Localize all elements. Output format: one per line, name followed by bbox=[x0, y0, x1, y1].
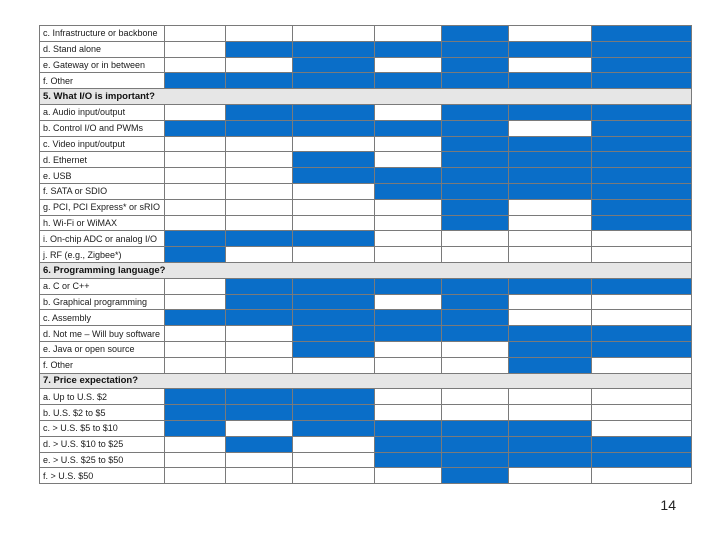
row-label: b. Graphical programming bbox=[40, 294, 165, 310]
filled-cell bbox=[509, 341, 592, 357]
filled-cell bbox=[509, 420, 592, 436]
filled-cell bbox=[592, 215, 692, 231]
table-row bbox=[40, 420, 692, 436]
filled-cell bbox=[592, 183, 692, 199]
row-label: d. Not me – Will buy software bbox=[40, 326, 165, 342]
filled-cell bbox=[442, 152, 509, 168]
empty-cell bbox=[375, 215, 442, 231]
empty-cell bbox=[226, 247, 293, 263]
table-row bbox=[40, 278, 692, 294]
empty-cell bbox=[509, 405, 592, 421]
row-label: a. Up to U.S. $2 bbox=[40, 389, 165, 405]
empty-cell bbox=[442, 341, 509, 357]
empty-cell bbox=[375, 136, 442, 152]
table-row bbox=[40, 247, 692, 263]
filled-cell bbox=[442, 168, 509, 184]
filled-cell bbox=[592, 73, 692, 89]
filled-cell bbox=[442, 310, 509, 326]
filled-cell bbox=[293, 168, 375, 184]
filled-cell bbox=[165, 405, 226, 421]
empty-cell bbox=[442, 405, 509, 421]
filled-cell bbox=[226, 73, 293, 89]
table-row bbox=[40, 310, 692, 326]
empty-cell bbox=[165, 104, 226, 120]
empty-cell bbox=[375, 199, 442, 215]
empty-cell bbox=[592, 420, 692, 436]
filled-cell bbox=[226, 120, 293, 136]
empty-cell bbox=[293, 136, 375, 152]
filled-cell bbox=[375, 436, 442, 452]
filled-cell bbox=[509, 326, 592, 342]
row-label: b. Control I/O and PWMs bbox=[40, 120, 165, 136]
empty-cell bbox=[375, 341, 442, 357]
empty-cell bbox=[165, 468, 226, 484]
empty-cell bbox=[165, 357, 226, 373]
table-row bbox=[40, 389, 692, 405]
empty-cell bbox=[375, 26, 442, 42]
empty-cell bbox=[165, 278, 226, 294]
empty-cell bbox=[165, 452, 226, 468]
empty-cell bbox=[165, 436, 226, 452]
empty-cell bbox=[509, 468, 592, 484]
empty-cell bbox=[293, 247, 375, 263]
filled-cell bbox=[442, 436, 509, 452]
table-row bbox=[40, 294, 692, 310]
filled-cell bbox=[592, 120, 692, 136]
empty-cell bbox=[165, 26, 226, 42]
empty-cell bbox=[293, 436, 375, 452]
filled-cell bbox=[442, 326, 509, 342]
filled-cell bbox=[293, 57, 375, 73]
filled-cell bbox=[509, 136, 592, 152]
table-row bbox=[40, 152, 692, 168]
empty-cell bbox=[165, 341, 226, 357]
filled-cell bbox=[293, 389, 375, 405]
row-label: h. Wi-Fi or WiMAX bbox=[40, 215, 165, 231]
table-row bbox=[40, 120, 692, 136]
filled-cell bbox=[442, 420, 509, 436]
empty-cell bbox=[442, 357, 509, 373]
filled-cell bbox=[509, 168, 592, 184]
filled-cell bbox=[442, 57, 509, 73]
table-row bbox=[40, 452, 692, 468]
filled-cell bbox=[442, 199, 509, 215]
feature-matrix-body bbox=[40, 26, 692, 484]
empty-cell bbox=[293, 215, 375, 231]
empty-cell bbox=[226, 452, 293, 468]
empty-cell bbox=[592, 468, 692, 484]
row-label: f. > U.S. $50 bbox=[40, 468, 165, 484]
table-row bbox=[40, 405, 692, 421]
filled-cell bbox=[293, 405, 375, 421]
empty-cell bbox=[165, 136, 226, 152]
filled-cell bbox=[293, 73, 375, 89]
table-row bbox=[40, 41, 692, 57]
filled-cell bbox=[165, 389, 226, 405]
filled-cell bbox=[442, 452, 509, 468]
empty-cell bbox=[375, 389, 442, 405]
row-label: a. C or C++ bbox=[40, 278, 165, 294]
row-label: e. > U.S. $25 to $50 bbox=[40, 452, 165, 468]
empty-cell bbox=[442, 389, 509, 405]
filled-cell bbox=[509, 41, 592, 57]
filled-cell bbox=[226, 278, 293, 294]
filled-cell bbox=[592, 326, 692, 342]
filled-cell bbox=[375, 41, 442, 57]
table-row bbox=[40, 357, 692, 373]
filled-cell bbox=[509, 183, 592, 199]
table-row bbox=[40, 168, 692, 184]
filled-cell bbox=[293, 278, 375, 294]
table-row bbox=[40, 341, 692, 357]
filled-cell bbox=[592, 278, 692, 294]
filled-cell bbox=[592, 152, 692, 168]
filled-cell bbox=[375, 452, 442, 468]
filled-cell bbox=[592, 199, 692, 215]
empty-cell bbox=[592, 405, 692, 421]
empty-cell bbox=[509, 215, 592, 231]
filled-cell bbox=[226, 41, 293, 57]
empty-cell bbox=[226, 420, 293, 436]
filled-cell bbox=[592, 136, 692, 152]
row-label: e. Java or open source bbox=[40, 341, 165, 357]
filled-cell bbox=[509, 452, 592, 468]
filled-cell bbox=[165, 310, 226, 326]
empty-cell bbox=[509, 310, 592, 326]
section-header-row bbox=[40, 262, 692, 278]
filled-cell bbox=[592, 26, 692, 42]
table-row bbox=[40, 215, 692, 231]
empty-cell bbox=[592, 357, 692, 373]
empty-cell bbox=[165, 41, 226, 57]
row-label: i. On-chip ADC or analog I/O bbox=[40, 231, 165, 247]
filled-cell bbox=[226, 389, 293, 405]
filled-cell bbox=[592, 57, 692, 73]
table-row bbox=[40, 199, 692, 215]
empty-cell bbox=[226, 152, 293, 168]
filled-cell bbox=[226, 310, 293, 326]
empty-cell bbox=[509, 294, 592, 310]
filled-cell bbox=[592, 41, 692, 57]
empty-cell bbox=[165, 215, 226, 231]
filled-cell bbox=[165, 231, 226, 247]
table-row bbox=[40, 326, 692, 342]
row-label: c. Video input/output bbox=[40, 136, 165, 152]
filled-cell bbox=[226, 104, 293, 120]
row-label: b. U.S. $2 to $5 bbox=[40, 405, 165, 421]
filled-cell bbox=[165, 73, 226, 89]
empty-cell bbox=[226, 326, 293, 342]
empty-cell bbox=[442, 247, 509, 263]
row-label: e. Gateway or in between bbox=[40, 57, 165, 73]
empty-cell bbox=[226, 136, 293, 152]
filled-cell bbox=[293, 41, 375, 57]
filled-cell bbox=[375, 73, 442, 89]
filled-cell bbox=[226, 405, 293, 421]
filled-cell bbox=[375, 278, 442, 294]
empty-cell bbox=[226, 215, 293, 231]
table-row bbox=[40, 104, 692, 120]
filled-cell bbox=[442, 136, 509, 152]
empty-cell bbox=[442, 231, 509, 247]
row-label: j. RF (e.g., Zigbee*) bbox=[40, 247, 165, 263]
row-label: d. > U.S. $10 to $25 bbox=[40, 436, 165, 452]
filled-cell bbox=[592, 341, 692, 357]
filled-cell bbox=[442, 468, 509, 484]
row-label: d. Stand alone bbox=[40, 41, 165, 57]
empty-cell bbox=[375, 57, 442, 73]
row-label: f. Other bbox=[40, 357, 165, 373]
empty-cell bbox=[165, 168, 226, 184]
empty-cell bbox=[293, 199, 375, 215]
filled-cell bbox=[592, 452, 692, 468]
table-row bbox=[40, 73, 692, 89]
empty-cell bbox=[375, 357, 442, 373]
filled-cell bbox=[375, 120, 442, 136]
filled-cell bbox=[509, 278, 592, 294]
empty-cell bbox=[226, 168, 293, 184]
empty-cell bbox=[165, 152, 226, 168]
empty-cell bbox=[226, 183, 293, 199]
empty-cell bbox=[226, 341, 293, 357]
section-header: 7. Price expectation? bbox=[40, 373, 692, 389]
empty-cell bbox=[165, 183, 226, 199]
row-label: f. Other bbox=[40, 73, 165, 89]
filled-cell bbox=[293, 326, 375, 342]
filled-cell bbox=[442, 26, 509, 42]
filled-cell bbox=[509, 357, 592, 373]
filled-cell bbox=[293, 420, 375, 436]
filled-cell bbox=[442, 278, 509, 294]
empty-cell bbox=[509, 231, 592, 247]
section-header: 6. Programming language? bbox=[40, 262, 692, 278]
filled-cell bbox=[442, 41, 509, 57]
row-label: f. SATA or SDIO bbox=[40, 183, 165, 199]
table-row bbox=[40, 231, 692, 247]
empty-cell bbox=[509, 120, 592, 136]
filled-cell bbox=[375, 168, 442, 184]
empty-cell bbox=[293, 468, 375, 484]
empty-cell bbox=[293, 183, 375, 199]
filled-cell bbox=[375, 420, 442, 436]
table-row bbox=[40, 183, 692, 199]
filled-cell bbox=[375, 326, 442, 342]
empty-cell bbox=[592, 294, 692, 310]
filled-cell bbox=[293, 294, 375, 310]
filled-cell bbox=[442, 120, 509, 136]
empty-cell bbox=[509, 26, 592, 42]
filled-cell bbox=[226, 436, 293, 452]
empty-cell bbox=[375, 231, 442, 247]
page-number: 14 bbox=[660, 497, 676, 513]
empty-cell bbox=[165, 199, 226, 215]
section-header-row bbox=[40, 373, 692, 389]
empty-cell bbox=[592, 247, 692, 263]
filled-cell bbox=[509, 104, 592, 120]
filled-cell bbox=[293, 341, 375, 357]
table-row bbox=[40, 436, 692, 452]
filled-cell bbox=[293, 310, 375, 326]
filled-cell bbox=[509, 73, 592, 89]
empty-cell bbox=[293, 357, 375, 373]
section-header: 5. What I/O is important? bbox=[40, 89, 692, 105]
filled-cell bbox=[226, 231, 293, 247]
filled-cell bbox=[165, 420, 226, 436]
filled-cell bbox=[375, 183, 442, 199]
table-row bbox=[40, 468, 692, 484]
empty-cell bbox=[165, 57, 226, 73]
empty-cell bbox=[165, 326, 226, 342]
empty-cell bbox=[375, 294, 442, 310]
filled-cell bbox=[293, 231, 375, 247]
filled-cell bbox=[293, 120, 375, 136]
empty-cell bbox=[375, 247, 442, 263]
table-row bbox=[40, 57, 692, 73]
empty-cell bbox=[509, 57, 592, 73]
row-label: c. Assembly bbox=[40, 310, 165, 326]
filled-cell bbox=[592, 104, 692, 120]
filled-cell bbox=[293, 104, 375, 120]
empty-cell bbox=[592, 310, 692, 326]
empty-cell bbox=[592, 231, 692, 247]
empty-cell bbox=[509, 247, 592, 263]
section-header-row bbox=[40, 89, 692, 105]
table-row bbox=[40, 26, 692, 42]
feature-matrix-table bbox=[39, 25, 692, 484]
empty-cell bbox=[375, 152, 442, 168]
filled-cell bbox=[442, 294, 509, 310]
empty-cell bbox=[293, 26, 375, 42]
row-label: c. Infrastructure or backbone bbox=[40, 26, 165, 42]
filled-cell bbox=[509, 436, 592, 452]
filled-cell bbox=[442, 183, 509, 199]
empty-cell bbox=[375, 468, 442, 484]
filled-cell bbox=[375, 310, 442, 326]
empty-cell bbox=[375, 104, 442, 120]
empty-cell bbox=[165, 294, 226, 310]
filled-cell bbox=[592, 168, 692, 184]
row-label: g. PCI, PCI Express* or sRIO bbox=[40, 199, 165, 215]
row-label: a. Audio input/output bbox=[40, 104, 165, 120]
filled-cell bbox=[509, 152, 592, 168]
empty-cell bbox=[226, 468, 293, 484]
filled-cell bbox=[165, 120, 226, 136]
filled-cell bbox=[293, 152, 375, 168]
empty-cell bbox=[226, 357, 293, 373]
row-label: e. USB bbox=[40, 168, 165, 184]
empty-cell bbox=[226, 199, 293, 215]
empty-cell bbox=[226, 57, 293, 73]
filled-cell bbox=[226, 294, 293, 310]
filled-cell bbox=[165, 247, 226, 263]
empty-cell bbox=[293, 452, 375, 468]
empty-cell bbox=[226, 26, 293, 42]
filled-cell bbox=[442, 104, 509, 120]
row-label: c. > U.S. $5 to $10 bbox=[40, 420, 165, 436]
filled-cell bbox=[442, 215, 509, 231]
row-label: d. Ethernet bbox=[40, 152, 165, 168]
empty-cell bbox=[509, 389, 592, 405]
empty-cell bbox=[509, 199, 592, 215]
empty-cell bbox=[592, 389, 692, 405]
table-row bbox=[40, 136, 692, 152]
filled-cell bbox=[442, 73, 509, 89]
filled-cell bbox=[592, 436, 692, 452]
empty-cell bbox=[375, 405, 442, 421]
